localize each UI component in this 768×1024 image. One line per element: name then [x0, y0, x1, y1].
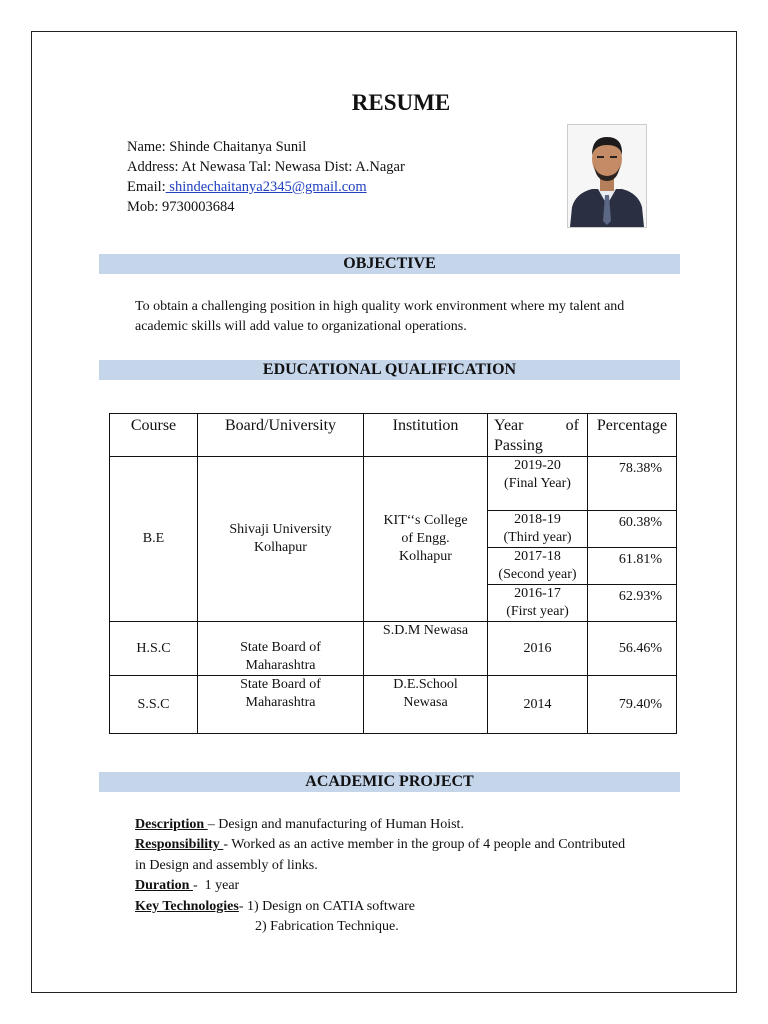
education-heading: EDUCATIONAL QUALIFICATION: [99, 360, 680, 380]
mobile-line: [127, 197, 235, 217]
email-link[interactable]: shindechaitanya2345@gmail.com: [165, 179, 367, 195]
mobile-label: Mob:: [127, 199, 159, 215]
be-year-first: [488, 585, 588, 622]
project-description-line: [135, 815, 675, 836]
be-year-final-value: 2019-20: [514, 458, 561, 473]
header-institution: Institution: [364, 414, 488, 457]
keytech-item-1: - 1) Design on CATIA software: [238, 899, 415, 914]
education-table: [109, 413, 677, 734]
profile-photo: [567, 124, 647, 228]
ssc-board-line1: State Board of: [240, 677, 321, 692]
be-pct-third: 60.38%: [588, 511, 677, 548]
hsc-pct: 56.46%: [588, 622, 677, 676]
address-label: Address:: [127, 159, 179, 175]
ssc-pct: 79.40%: [588, 676, 677, 734]
be-institution: [364, 457, 488, 622]
hsc-year: 2016: [488, 622, 588, 676]
description-text: – Design and manufacturing of Human Hoist.: [207, 817, 464, 832]
be-course: B.E: [110, 457, 198, 622]
email-line: [127, 177, 367, 197]
table-row: [110, 622, 677, 676]
responsibility-label: Responsibility: [135, 837, 224, 852]
table-header-row: [110, 414, 677, 457]
objective-text-line1: To obtain a challenging position in high quality work environment where my talent and: [135, 299, 625, 314]
ssc-inst-line1: D.E.School: [393, 677, 458, 692]
portrait-image: [568, 125, 646, 227]
mobile-value: 9730003684: [162, 199, 235, 215]
be-inst-line3: Kolhapur: [399, 549, 452, 564]
header-year-passing: Passing: [494, 437, 543, 454]
be-board-line1: Shivaji University: [229, 522, 332, 537]
ssc-year: 2014: [488, 676, 588, 734]
duration-text: - 1 year: [192, 878, 240, 893]
be-year-first-value: 2016-17: [514, 586, 561, 601]
name-label: Name:: [127, 139, 166, 155]
description-label: Description: [135, 817, 208, 832]
project-responsibility-line2: in Design and assembly of links.: [135, 858, 318, 873]
project-heading: ACADEMIC PROJECT: [99, 772, 680, 792]
table-row: [110, 457, 677, 511]
ssc-inst-line2: Newasa: [403, 695, 448, 710]
be-year-first-label: (First year): [506, 604, 569, 619]
be-board: [198, 457, 364, 622]
email-label: Email:: [127, 179, 166, 195]
hsc-board: [198, 622, 364, 676]
name-value: Shinde Chaitanya Sunil: [169, 139, 307, 155]
hsc-board-line2: Maharashtra: [245, 658, 316, 673]
be-year-final: [488, 457, 588, 511]
ssc-institution: [364, 676, 488, 734]
duration-label: Duration: [135, 878, 193, 893]
keytech-label: Key Technologies: [135, 899, 239, 914]
hsc-institution: S.D.M Newasa: [364, 622, 488, 676]
ssc-board: [198, 676, 364, 734]
hsc-course: H.S.C: [110, 622, 198, 676]
be-year-final-label: (Final Year): [504, 476, 571, 491]
be-year-third-label: (Third year): [503, 530, 572, 545]
hsc-board-line1: State Board of: [240, 640, 321, 655]
header-board: Board/University: [198, 414, 364, 457]
header-year-of: of: [565, 417, 579, 434]
be-inst-line1: KIT‘‘s College: [383, 513, 468, 528]
be-pct-second: 61.81%: [588, 548, 677, 585]
name-line: [127, 137, 306, 157]
project-duration-line: [135, 876, 675, 897]
table-row: [110, 676, 677, 734]
objective-heading: OBJECTIVE: [99, 254, 680, 274]
be-year-third-value: 2018-19: [514, 512, 561, 527]
be-inst-line2: of Engg.: [401, 531, 450, 546]
header-year: [488, 414, 588, 457]
address-line: [127, 157, 405, 177]
address-value: At Newasa Tal: Newasa Dist: A.Nagar: [181, 159, 405, 175]
header-year-word: Year: [494, 417, 524, 434]
be-year-second-label: (Second year): [498, 567, 577, 582]
ssc-course: S.S.C: [110, 676, 198, 734]
project-responsibility-line: [135, 835, 675, 856]
be-pct-final: 78.38%: [588, 457, 677, 511]
be-year-third: [488, 511, 588, 548]
resume-title: RESUME: [351, 90, 451, 115]
header-percentage: Percentage: [588, 414, 677, 457]
be-board-line2: Kolhapur: [254, 540, 307, 555]
ssc-board-line2: Maharashtra: [245, 695, 316, 710]
be-pct-first: 62.93%: [588, 585, 677, 622]
be-year-second: [488, 548, 588, 585]
header-course: Course: [110, 414, 198, 457]
be-year-second-value: 2017-18: [514, 549, 561, 564]
objective-text-line2: academic skills will add value to organizational operations.: [135, 319, 467, 334]
keytech-item-2: 2) Fabrication Technique.: [255, 919, 399, 934]
project-keytech-line: [135, 897, 675, 918]
responsibility-text: - Worked as an active member in the group of 4 people and Contributed: [223, 837, 626, 852]
